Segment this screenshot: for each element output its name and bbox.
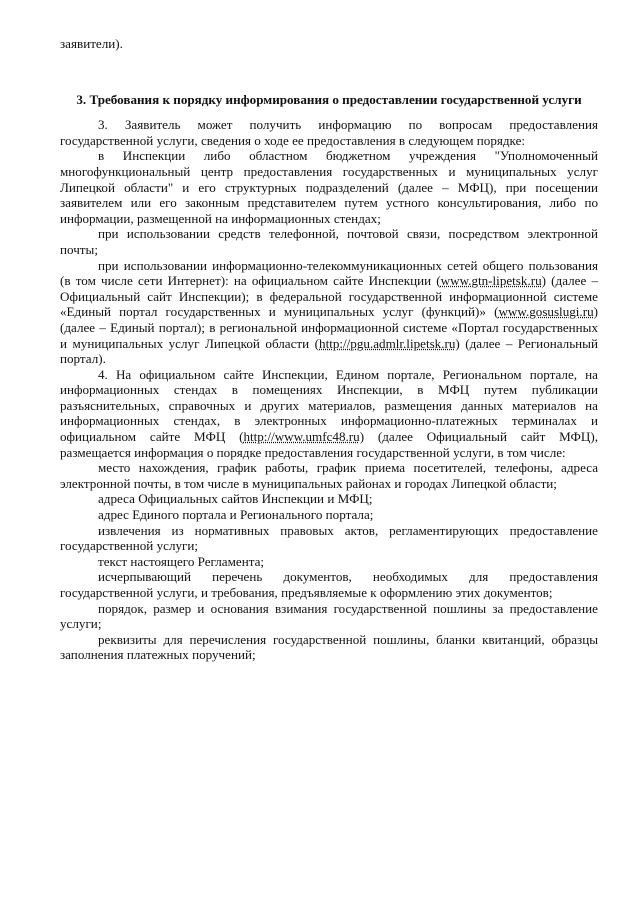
- list-item-extracts: извлечения из нормативных правовых актов, регламентирующих предоставление государственной услуги;: [60, 522, 598, 554]
- list-item-documents: исчерпывающий перечень документов, необходимых для предоставления государственной услуги, и требования, предъявляемые к оформлению этих документов;: [60, 569, 598, 600]
- paragraph-in-person: в Инспекции либо областном бюджетном учреждения "Уполномоченный многофункциональный центр предоставления государственных и муниципальных услуг Липецкой области" и его структурных подразделений (далее – МФЦ), при посещении заявителем или его законным представителем путем устного консультирования, либо по информации, размещенной на информационных стендах;: [60, 148, 598, 226]
- text-span: ) (далее – Официальный сайт Инспекции); в федеральной государственной информационной системе «Единый портал государственных и муниципальных услуг (функций)» (: [60, 273, 599, 320]
- paragraph-phone-mail: при использовании средств телефонной, почтовой связи, посредством электронной почты;: [60, 226, 598, 257]
- list-item-fee-order: порядок, размер и основания взимания государственной пошлины за предоставление услуги;: [60, 600, 598, 632]
- text-span: ) (далее – Региональный портал).: [60, 335, 598, 367]
- section-title: 3. Требования к порядку информирования о предоставлении государственной услуги: [76, 91, 582, 107]
- link-regional-portal[interactable]: http://pgu.admlr.lipetsk.ru: [319, 335, 456, 351]
- text-span: 4. На официальном сайте Инспекции, Едином портале, Региональном портале, на информационных стендах в помещениях Инспекции, в МФЦ путем публикации разъяснительных, справочных и других материалов, размещения данных материалов на информационных стендах, в электронных информационно-платежных терминалах и официальном сайте МФЦ (: [60, 366, 598, 445]
- text-span: ) (далее – Единый портал); в региональной информационной системе «Портал государственных и муниципальных услуг Липецкой области (: [60, 304, 598, 351]
- link-inspection-site[interactable]: www.gtn-lipetsk.ru: [440, 273, 542, 289]
- paragraph-4: [60, 367, 598, 461]
- link-gosuslugi[interactable]: www.gosuslugi.ru: [498, 304, 594, 320]
- list-item-regulation-text: текст настоящего Регламента;: [98, 553, 265, 569]
- text-span: ) (далее Официальный сайт МФЦ), размещается информация о порядке предоставления государственной услуги, в том числе:: [60, 429, 598, 460]
- paragraph-3: 3. Заявитель может получить информацию по вопросам предоставления государственной услуги, сведения о ходе ее предоставления в следующем порядке:: [60, 117, 598, 148]
- lead-text: заявители).: [60, 36, 123, 51]
- paragraph-internet: [60, 258, 598, 367]
- list-item-location: место нахождения, график работы, график приема посетителей, телефоны, адреса электронной почты, в том числе в муниципальных районах и городах Липецкой области;: [60, 460, 598, 491]
- link-mfc-site[interactable]: http://www.umfc48.ru: [243, 429, 360, 445]
- list-item-sites: адреса Официальных сайтов Инспекции и МФЦ;: [98, 491, 373, 507]
- document-page: [60, 36, 598, 663]
- list-item-portals: адрес Единого портала и Регионального портала;: [98, 507, 374, 523]
- text-span: при использовании информационно-телекоммуникационных сетей общего пользования (в том числе сети Интернет): на официальном сайте Инспекции (: [60, 257, 598, 289]
- list-item-fee-details: реквизиты для перечисления государственной пошлины, бланки квитанций, образцы заполнения платежных поручений;: [60, 631, 598, 663]
